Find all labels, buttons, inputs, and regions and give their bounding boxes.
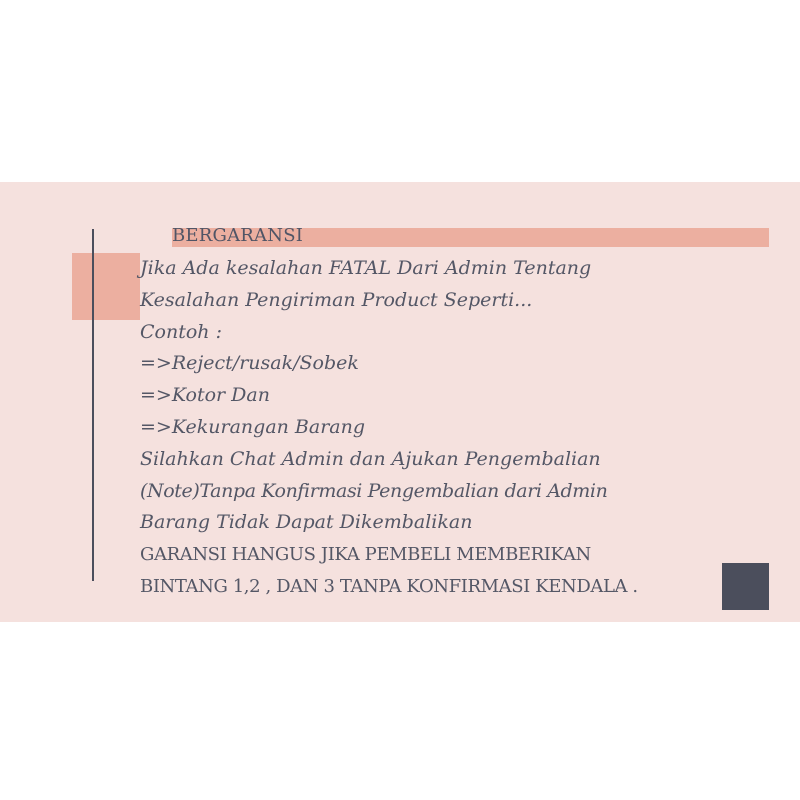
text-line: (Note)Tanpa Konfirmasi Pengembalian dari Admin xyxy=(140,479,608,502)
text-line: =>Kotor Dan xyxy=(140,384,270,407)
text-line: GARANSI HANGUS JIKA PEMBELI MEMBERIKAN xyxy=(140,544,591,566)
text-line: BINTANG 1,2 , DAN 3 TANPA KONFIRMASI KENDALA . xyxy=(140,575,638,597)
text-line: Kesalahan Pengiriman Product Seperti... xyxy=(140,288,533,311)
warranty-text xyxy=(140,253,770,603)
text-line: Contoh : xyxy=(140,320,222,343)
text-line: =>Reject/rusak/Sobek xyxy=(140,352,359,375)
decorative-salmon-square xyxy=(72,253,140,320)
text-line: Jika Ada kesalahan FATAL Dari Admin Tentang xyxy=(140,257,592,279)
text-line: Barang Tidak Dapat Dikembalikan xyxy=(140,511,473,534)
vertical-divider xyxy=(92,229,94,581)
decorative-dark-square xyxy=(722,563,769,610)
text-line: =>Kekurangan Barang xyxy=(140,415,366,438)
text-line: Silahkan Chat Admin dan Ajukan Pengembalian xyxy=(140,447,601,470)
warranty-title: BERGARANSI xyxy=(172,225,304,246)
